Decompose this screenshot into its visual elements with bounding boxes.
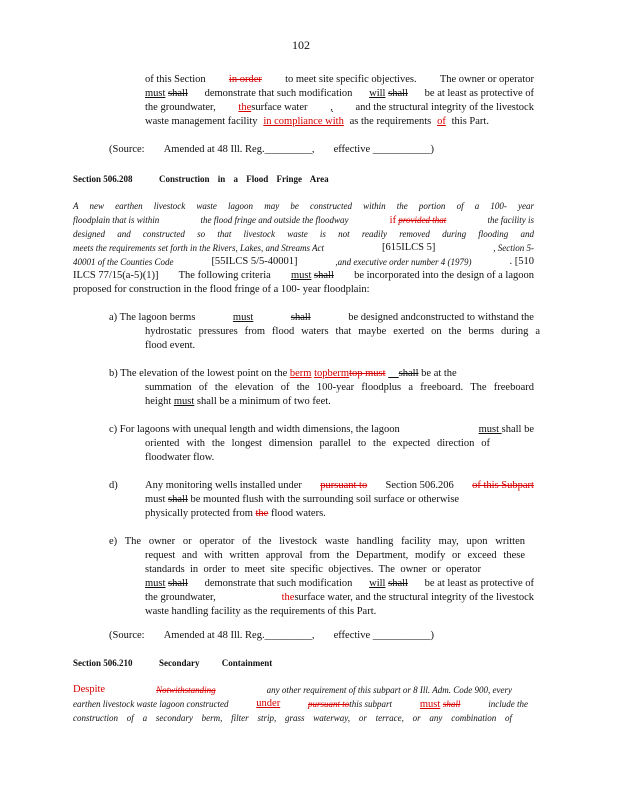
page-number: 102: [292, 38, 310, 52]
item-d-line-1: Any monitoring wells installed under pursuant to Section 506.206 of this Subpart: [145, 480, 534, 491]
s208-line-3: designed and constructed so that livestock waste is not readily removed during flooding and: [73, 229, 534, 239]
item-a-line-2: hydrostatic pressures from flood waters that maybe exerted on the berms during a: [145, 326, 540, 337]
item-e-line-1: e) The owner or operator of the livestock waste handling facility may, upon written: [109, 536, 525, 547]
s208-line-1: A new earthen livestock waste lagoon may be constructed within the portion of a 100- year: [73, 201, 534, 211]
item-b-line-1: b) The elevation of the lowest point on the berm topbermtop must shall be at the: [109, 368, 457, 379]
source-note-2: (Source: Amended at 48 Ill. Reg._________, effective ___________): [109, 630, 434, 641]
item-e-line-5: the groundwater, thesurface water, and the structural integrity of the livestock: [145, 592, 534, 603]
section-210-number: Section 506.210: [73, 658, 133, 668]
p1-line-1: of this Section in order to meet site specific objectives. The owner or operator: [145, 74, 534, 85]
item-a-line-3: flood event.: [145, 340, 196, 351]
source-note-1: (Source: Amended at 48 Ill. Reg._________, effective ___________): [109, 144, 434, 155]
item-e-line-2: request and with written approval from the Department, modify or exceed these: [145, 550, 525, 561]
item-e-line-6: waste handling facility as the requirements of this Part.: [145, 606, 377, 617]
s208-line-7: proposed for construction in the flood fringe of a 100- year floodplain:: [73, 284, 370, 295]
p1-line-2: must shall demonstrate that such modification will shall be at least as protective of: [145, 88, 534, 99]
section-208-number: Section 506.208: [73, 174, 133, 184]
item-d-label: d): [109, 480, 118, 491]
item-d-line-3: physically protected from the flood waters.: [145, 508, 326, 519]
s210-line-3: construction of a secondary berm, filter strip, grass waterway, or terrace, or any combination of: [73, 713, 512, 723]
section-210-title: Secondary Containment: [159, 658, 273, 668]
item-c-line-1: c) For lagoons with unequal length and width dimensions, the lagoon must shall be: [109, 424, 534, 435]
p1-line-3: the groundwater, thesurface water , and the structural integrity of the livestock: [145, 102, 534, 113]
s208-line-5: 40001 of the Counties Code [55ILCS 5/5-40001] ,and executive order number 4 (1979) . [510: [73, 256, 534, 267]
s208-line-6: ILCS 77/15(a-5)(1)] The following criteria must shall be incorporated into the design of a lagoon: [73, 270, 534, 281]
s210-line-1: Despite Notwithstanding any other requirement of this subpart or 8 Ill. Adm. Code 900, every: [73, 684, 512, 695]
item-d-line-2: must shall be mounted flush with the surrounding soil surface or otherwise: [145, 494, 460, 505]
item-b-line-2: summation of the elevation of the 100-year floodplus a freeboard. The freeboard: [145, 382, 534, 393]
s208-line-2: floodplain that is within the flood fringe and outside the floodway if provided that the facility is: [73, 215, 534, 226]
s210-line-2: earthen livestock waste lagoon constructed under pursuant tothis subpart must shall include the: [73, 698, 528, 710]
s208-line-4: meets the requirements set forth in the Rivers, Lakes, and Streams Act [615ILCS 5] , Section 5-: [73, 242, 534, 253]
section-208-title: Construction in a Flood Fringe Area: [159, 174, 329, 184]
item-c-line-3: floodwater flow.: [145, 452, 215, 463]
item-b-line-3: height must shall be a minimum of two feet.: [145, 396, 331, 407]
item-e-line-3: standards in order to meet site specific objectives. The owner or operator: [145, 564, 481, 575]
item-c-line-2: oriented with the longest dimension parallel to the expected direction of: [145, 438, 490, 449]
item-e-line-4: must shall demonstrate that such modification will shall be at least as protective of: [145, 578, 534, 589]
p1-line-4: waste management facility in compliance with as the requirements of this Part.: [145, 116, 489, 127]
item-a-line-1: a) The lagoon berms must shall be designed andconstructed to withstand the: [109, 312, 534, 323]
